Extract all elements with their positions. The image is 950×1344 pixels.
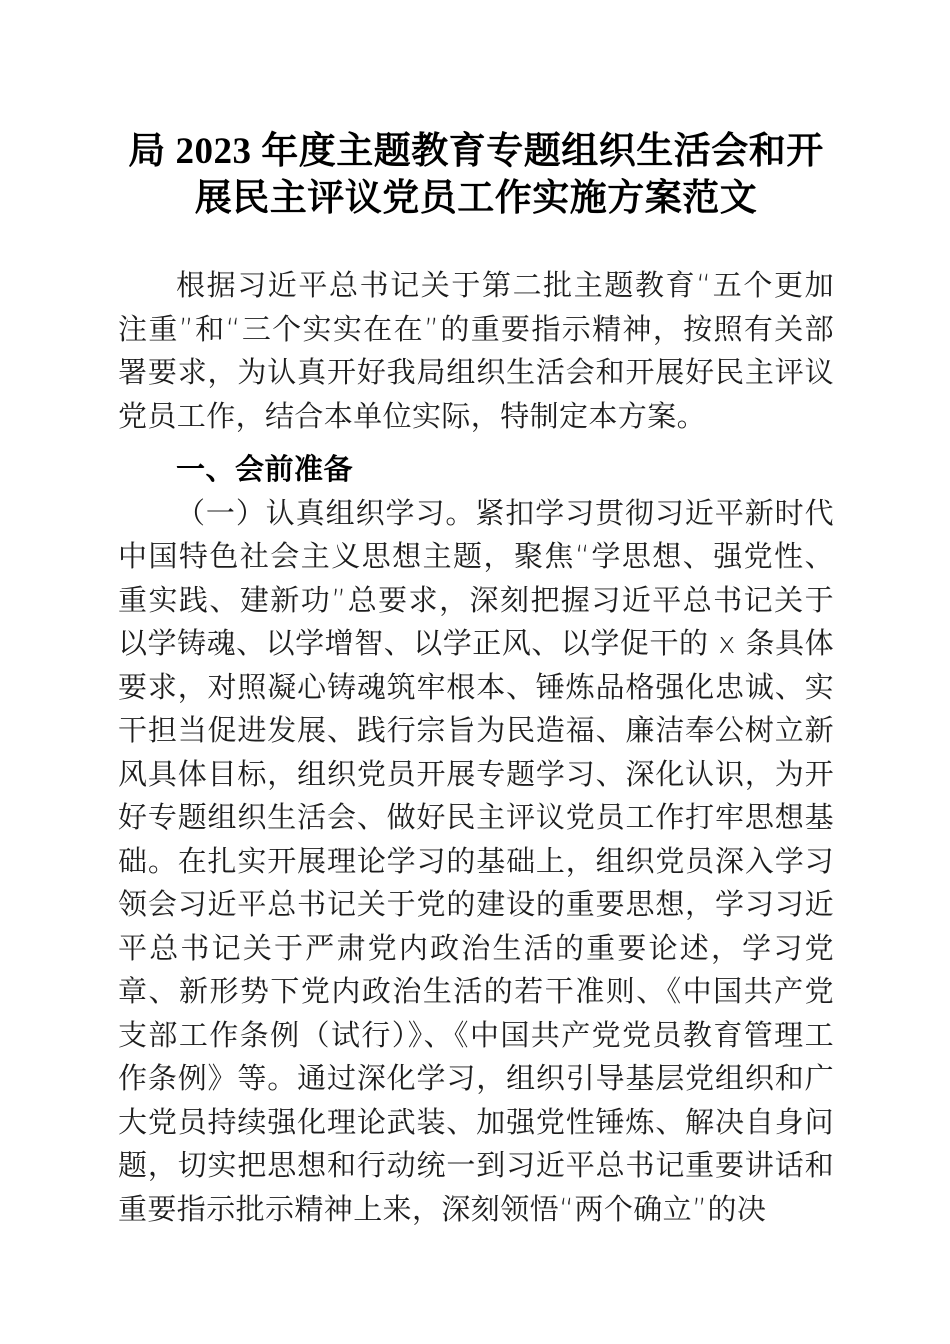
paragraph-item-1-1: （一）认真组织学习。紧扣学习贯彻习近平新时代中国特色社会主义思想主题，聚焦“学思想、强党性、重实践、建新功”总要求，深刻把握习近平总书记关于以学铸魂、以学增智、以学正风、以学促干的 x 条具体要求，对照凝心铸魂筑牢根本、锤炼品格强化忠诚、实干担当促进发展、践行宗旨为民造福、廉洁奉公树立新风具体目标，组织党员开展专题学习、深化认识，为开好专题组织生活会、做好民主评议党员工作打牢思想基础。在扎实开展理论学习的基础上，组织党员深入学习领会习近平总书记关于党的建设的重要思想，学习习近平总书记关于严肃党内政治生活的重要论述，学习党章、新形势下党内政治生活的若干准则、《中国共产党支部工作条例（试行）》、《中国共产党党员教育管理工作条例》等。通过深化学习，组织引导基层党组织和广大党员持续强化理论武装、加强党性锤炼、解决自身问题，切实把思想和行动统一到习近平总书记重要讲话和重要指示批示精神上来，深刻领悟“两个确立”的决: [118, 495, 834, 1226]
paragraph-intro: 根据习近平总书记关于第二批主题教育“五个更加注重”和“三个实实在在”的重要指示精神，按照有关部署要求，为认真开好我局组织生活会和开展好民主评议党员工作，结合本单位实际，特制定本方案。: [118, 268, 834, 433]
section-heading-1: 一、会前准备: [176, 452, 354, 486]
page-title: 局 2023 年度主题教育专题组织生活会和开展民主评议党员工作实施方案范文: [128, 131, 824, 219]
document-content: [118, 0, 834, 1231]
